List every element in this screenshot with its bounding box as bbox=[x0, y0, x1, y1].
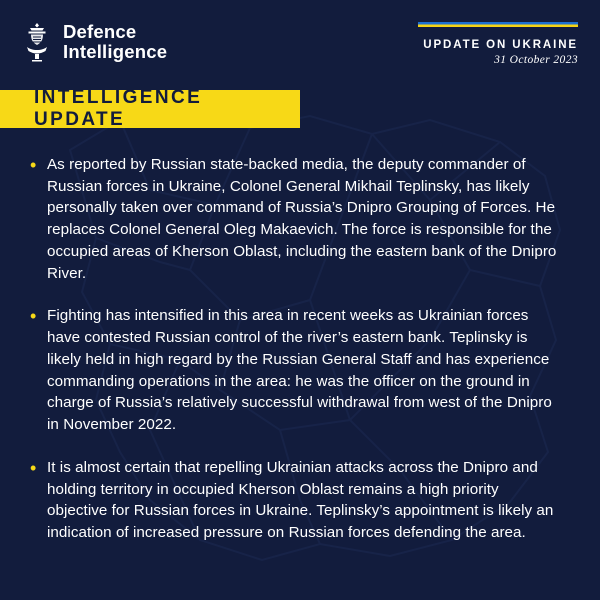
bullet-text: As reported by Russian state-backed media, the deputy commander of Russian forces in Ukraine, Colonel General Mikhail Teplinsky, has likely personally taken over command of Russia’s Dnipro Grouping of Forces. He replaces Colonel General Oleg Makaevich. The force is responsible for the occupied areas of Kherson Oblast, including the eastern bank of the Dnipro River. bbox=[47, 156, 557, 282]
bullet-text: Fighting has intensified in this area in recent weeks as Ukrainian forces have contested Russian control of the river’s eastern bank. Teplinsky is likely held in high regard by the Russian General Staff and has experience commanding operations in the area: he was the officer on the ground in charge of Russia’s relatively successful withdrawal from west of the Dnipro in November 2022. bbox=[47, 307, 552, 434]
bullet-list bbox=[0, 128, 600, 544]
update-label: UPDATE ON UKRAINE bbox=[423, 39, 578, 51]
update-meta bbox=[418, 22, 578, 66]
ukraine-flag-bar bbox=[418, 22, 578, 27]
banner-title: INTELLIGENCE UPDATE bbox=[34, 87, 203, 130]
brand-lockup bbox=[22, 22, 167, 62]
bullet-dot-icon: • bbox=[30, 306, 37, 327]
bullet-text: It is almost certain that repelling Ukrainian attacks across the Dnipro and holding territory in occupied Kherson Oblast remains a high priority objective for Russian forces in Ukraine. Teplinsky’s appointment is likely an indication of increased pressure on Russian forces defending the area. bbox=[47, 458, 554, 542]
list-item bbox=[30, 154, 558, 284]
royal-crest-icon bbox=[22, 22, 52, 62]
bullet-dot-icon: • bbox=[30, 457, 37, 478]
bullet-dot-icon: • bbox=[30, 155, 37, 175]
intelligence-update-banner bbox=[0, 87, 300, 130]
list-item bbox=[30, 457, 558, 544]
brand-name bbox=[63, 22, 167, 62]
brand-name-line2: Intelligence bbox=[63, 41, 168, 62]
brand-name-line1: Defence bbox=[63, 21, 137, 43]
update-date: 31 October 2023 bbox=[494, 54, 578, 66]
poster-header bbox=[0, 0, 600, 86]
list-item bbox=[30, 305, 558, 435]
